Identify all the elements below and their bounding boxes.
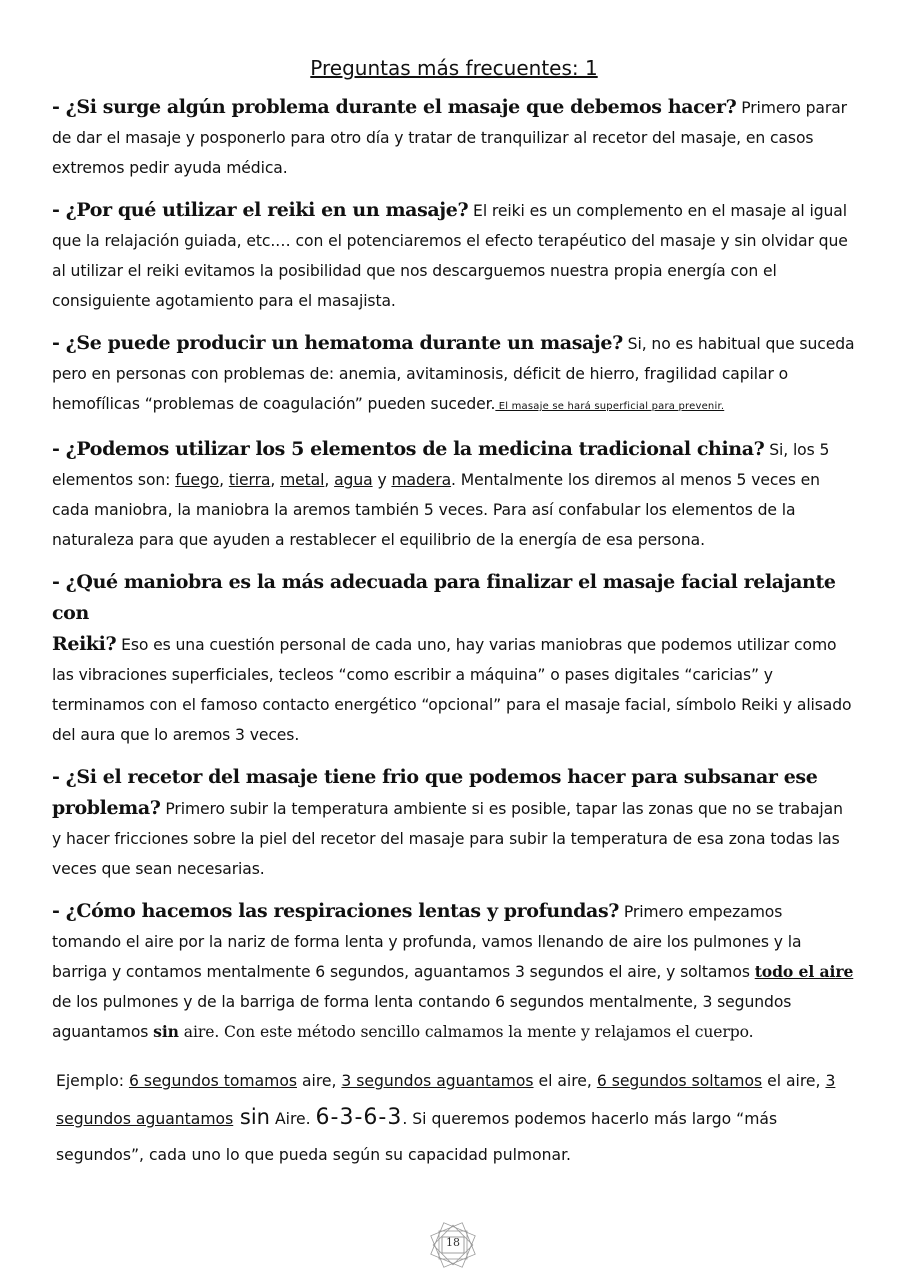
faq-answer: . Mentalmente los diremos al menos 5 veces en cada maniobra, la maniobra la aremos también 5 veces. Para así confabular los elementos de la naturaleza para que ayuden a restablecer el equilibrio de la energía de esa persona. xyxy=(52,471,820,549)
element-fuego: fuego xyxy=(175,471,220,489)
breathing-example xyxy=(52,1063,856,1173)
faq-item-problem-during-massage xyxy=(52,92,856,183)
faq-question: - ¿Cómo hacemos las respiraciones lentas y profundas? xyxy=(52,900,619,922)
separator: , xyxy=(324,471,335,489)
faq-question: - ¿Por qué utilizar el reiki en un masaje? xyxy=(52,199,469,221)
faq-answer-part: de los pulmones y de la barriga de forma lenta contando 6 segundos mentalmente, 3 segundos aguantamos xyxy=(52,993,792,1041)
faq-answer-intro: Si, los 5 elementos son: xyxy=(52,441,830,489)
example-sin: sin xyxy=(233,1105,270,1129)
element-agua: agua xyxy=(334,471,373,489)
faq-answer: El reiki es un complemento en el masaje al igual que la relajación guiada, etc.… con el potenciaremos el efecto terapéutico del masaje y sin olvidar que al utilizar el reiki evitamos la posibilidad que nos descarguemos nuestra propia energía con el consiguiente agotamiento para el masajista. xyxy=(52,202,848,310)
faq-question: - ¿Podemos utilizar los 5 elementos de la medicina tradicional china? xyxy=(52,438,765,460)
example-text: aire, xyxy=(297,1072,342,1090)
faq-answer: Primero parar de dar el masaje y posponerlo para otro día y tratar de tranquilizar al recetor del masaje, en casos extremos pedir ayuda médica. xyxy=(52,99,847,177)
example-step: 6 segundos tomamos xyxy=(128,1072,297,1090)
separator: y xyxy=(372,471,392,489)
example-step: 3 segundos aguantamos xyxy=(341,1072,534,1090)
example-text: Aire. xyxy=(269,1110,316,1128)
faq-question: - ¿Qué maniobra es la más adecuada para finalizar el masaje facial relajante con xyxy=(52,571,836,624)
page-number: 18 xyxy=(446,1236,460,1249)
faq-note: El masaje se hará superficial para prevenir. xyxy=(495,401,725,412)
example-step: 3 segundos aguantamos xyxy=(56,1072,836,1128)
faq-item-five-elements xyxy=(52,434,856,555)
example-label: Ejemplo: xyxy=(56,1072,129,1090)
faq-answer: Si, no es habitual que suceda pero en personas con problemas de: anemia, avitaminosis, déficit de hierro, fragilidad capilar o hemofílicas “problemas de coagulación” pueden suceder. xyxy=(52,335,855,413)
element-tierra: tierra xyxy=(228,471,271,489)
example-step: 6 segundos soltamos xyxy=(596,1072,763,1090)
example-text: . Si queremos podemos hacerlo más largo “más segundos”, cada uno lo que pueda según su capacidad pulmonar. xyxy=(56,1110,778,1164)
faq-question-end: problema? xyxy=(52,797,161,819)
page-title: Preguntas más frecuentes: 1 xyxy=(310,56,598,80)
element-madera: madera xyxy=(391,471,452,489)
faq-answer-part: Primero empezamos tomando el aire por la nariz de forma lenta y profunda, vamos llenando de aire los pulmones y la barriga y contamos mentalmente 6 segundos, aguantamos 3 segundos el aire, y soltamos xyxy=(52,903,802,981)
faq-question: - ¿Si surge algún problema durante el masaje que debemos hacer? xyxy=(52,96,737,118)
faq-item-hematoma xyxy=(52,328,856,422)
faq-answer-part: aire. Con este método sencillo calmamos la mente y relajamos el cuerpo. xyxy=(178,1023,754,1041)
separator: , xyxy=(219,471,229,489)
faq-answer: Primero subir la temperatura ambiente si es posible, tapar las zonas que no se trabajan y hacer fricciones sobre la piel del recetor del masaje para subir la temperatura de esa zona todas las veces que sean necesarias. xyxy=(52,800,843,878)
faq-item-cold-recipient xyxy=(52,762,856,884)
faq-item-why-reiki xyxy=(52,195,856,316)
faq-item-breathing xyxy=(52,896,856,1047)
faq-answer: Eso es una cuestión personal de cada uno, hay varias maniobras que podemos utilizar como las vibraciones superficiales, tecleos “como escribir a máquina” o pases digitales “caricias” y terminamos con el famoso contacto energético “opcional” para el masaje facial, símbolo Reiki y alisado del aura que lo aremos 3 veces. xyxy=(52,636,852,744)
emphasis-sin: sin xyxy=(153,1022,179,1041)
faq-question: - ¿Se puede producir un hematoma durante un masaje? xyxy=(52,332,623,354)
faq-item-final-maneuver xyxy=(52,567,856,750)
faq-question: - ¿Si el recetor del masaje tiene frio que podemos hacer para subsanar ese xyxy=(52,766,818,788)
separator: , xyxy=(270,471,281,489)
element-metal: metal xyxy=(280,471,325,489)
faq-question-end: Reiki? xyxy=(52,633,117,655)
example-text: el aire, xyxy=(762,1072,826,1090)
document-page xyxy=(52,56,856,1189)
page-number-ornament xyxy=(429,1221,477,1269)
example-text: el aire, xyxy=(533,1072,597,1090)
emphasis-todo-el-aire: todo el aire xyxy=(754,962,854,981)
example-sequence: 6-3-6-3 xyxy=(315,1105,403,1130)
